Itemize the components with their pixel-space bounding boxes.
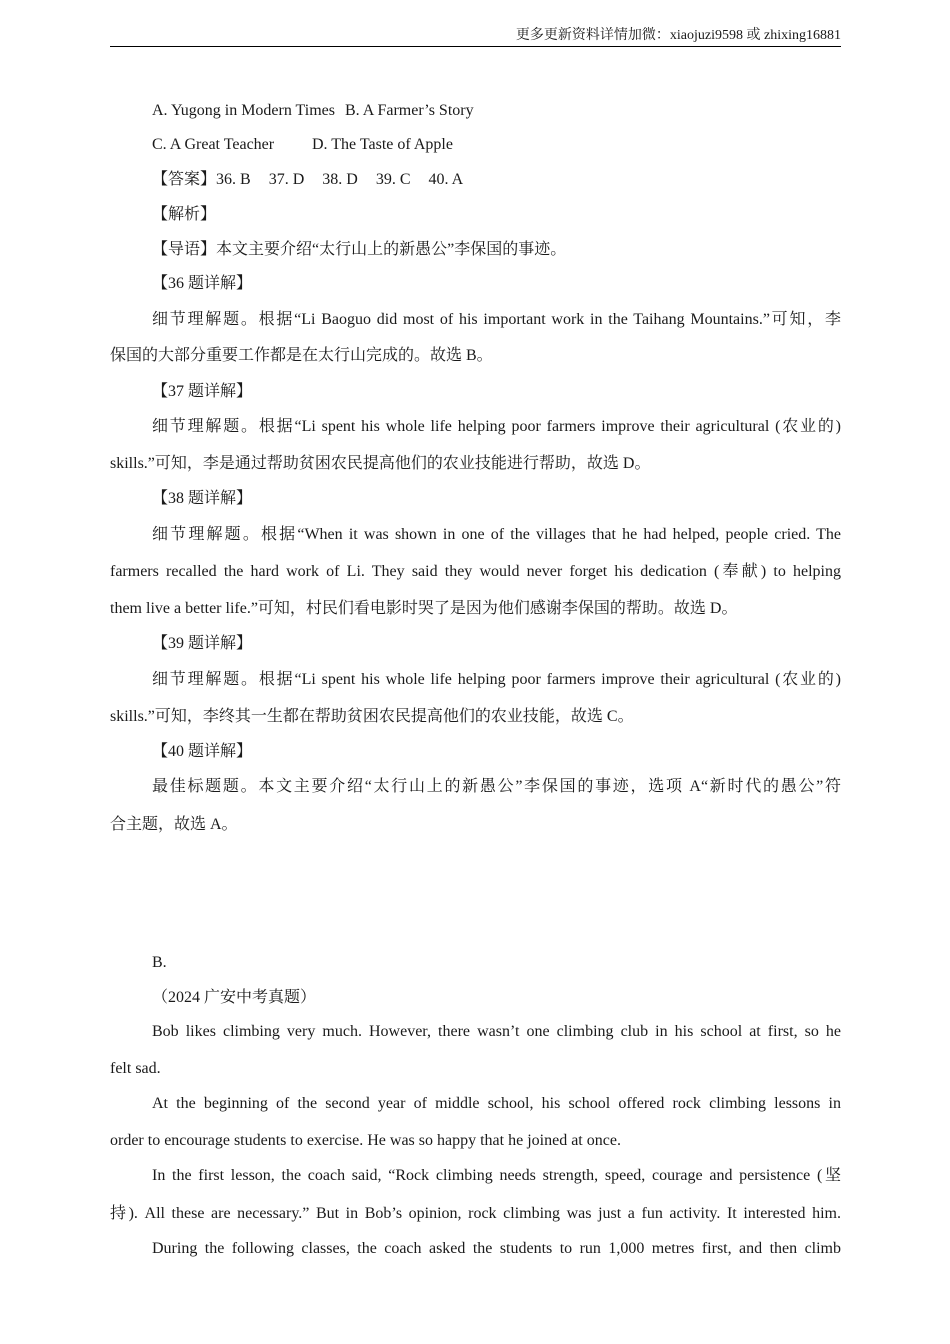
answer-item: 40. A — [428, 171, 464, 188]
option-b: B. A Farmer’s Story — [345, 102, 474, 119]
q37-title: 【37 题详解】 — [152, 383, 253, 400]
q38-title: 【38 题详解】 — [152, 490, 253, 507]
q36-explanation-line: 保国的大部分重要工作都是在太行山完成的。故选 B。 — [110, 347, 493, 364]
q38-explanation-line: farmers recalled the hard work of Li. They said they would never forget his dedication (奉献) to helping — [110, 563, 841, 580]
q39-title: 【39 题详解】 — [152, 635, 253, 652]
options-row-cd — [110, 135, 841, 155]
q36-title: 【36 题详解】 — [152, 275, 253, 292]
q39-explanation-line: 细节理解题。根据“Li spent his whole life helping poor farmers improve their agricultural (农业的) — [152, 671, 841, 688]
q36-explanation-line: 细节理解题。根据“Li Baoguo did most of his important work in the Taihang Mountains.”可知，李 — [152, 311, 841, 328]
q38-explanation-line: 细节理解题。根据“When it was shown in one of the villages that he had helped, people cried. The — [152, 526, 841, 543]
answer-item: 37. D — [268, 171, 305, 188]
q40-explanation-line: 最佳标题题。本文主要介绍“太行山上的新愚公”李保国的事迹，选项 A“新时代的愚公”符 — [152, 778, 841, 795]
q38-explanation-line: them live a better life.”可知，村民们看电影时哭了是因为他们感谢李保国的帮助。故选 D。 — [110, 600, 738, 617]
header-contact-text: 更多更新资料详情加微：xiaojuzi9598 或 zhixing16881 — [515, 28, 841, 43]
answer-item: 39. C — [375, 171, 411, 188]
passage-b-source: （2024 广安中考真题） — [152, 989, 317, 1006]
passage-line: Bob likes climbing very much. However, there wasn’t one climbing club in his school at first, so he — [152, 1023, 841, 1040]
option-d: D. The Taste of Apple — [312, 136, 453, 153]
passage-line: felt sad. — [110, 1060, 161, 1077]
passage-line: During the following classes, the coach asked the students to run 1,000 metres first, and then climb — [152, 1240, 841, 1257]
passage-line: 持). All these are necessary.” But in Bob’s opinion, rock climbing was just a fun activity. It interested him. — [110, 1205, 841, 1222]
page-header — [110, 26, 841, 47]
q37-explanation-line: skills.”可知，李是通过帮助贫困农民提高他们的农业技能进行帮助，故选 D。 — [110, 455, 651, 472]
option-c: C. A Great Teacher — [152, 136, 275, 153]
passage-line: At the beginning of the second year of middle school, his school offered rock climbing lessons in — [152, 1095, 841, 1112]
q39-explanation-line: skills.”可知，李终其一生都在帮助贫困农民提高他们的农业技能，故选 C。 — [110, 708, 634, 725]
answer-label: 【答案】 — [152, 171, 217, 188]
answer-item: 36. B — [216, 171, 251, 188]
passage-line: In the first lesson, the coach said, “Rock climbing needs strength, speed, courage and persistence (坚 — [152, 1167, 841, 1184]
passage-line: order to encourage students to exercise. He was so happy that he joined at once. — [110, 1132, 621, 1149]
analysis-intro: 【导语】本文主要介绍“太行山上的新愚公”李保国的事迹。 — [152, 241, 567, 258]
passage-b-label: B. — [152, 954, 167, 971]
answer-item: 38. D — [322, 171, 358, 188]
answer-line — [110, 170, 841, 190]
option-a: A. Yugong in Modern Times — [152, 102, 335, 119]
options-row-ab — [110, 101, 841, 121]
q40-explanation-line: 合主题，故选 A。 — [110, 816, 238, 833]
q37-explanation-line: 细节理解题。根据“Li spent his whole life helping poor farmers improve their agricultural (农业的) — [152, 418, 841, 435]
q40-title: 【40 题详解】 — [152, 743, 253, 760]
analysis-label: 【解析】 — [152, 206, 217, 223]
